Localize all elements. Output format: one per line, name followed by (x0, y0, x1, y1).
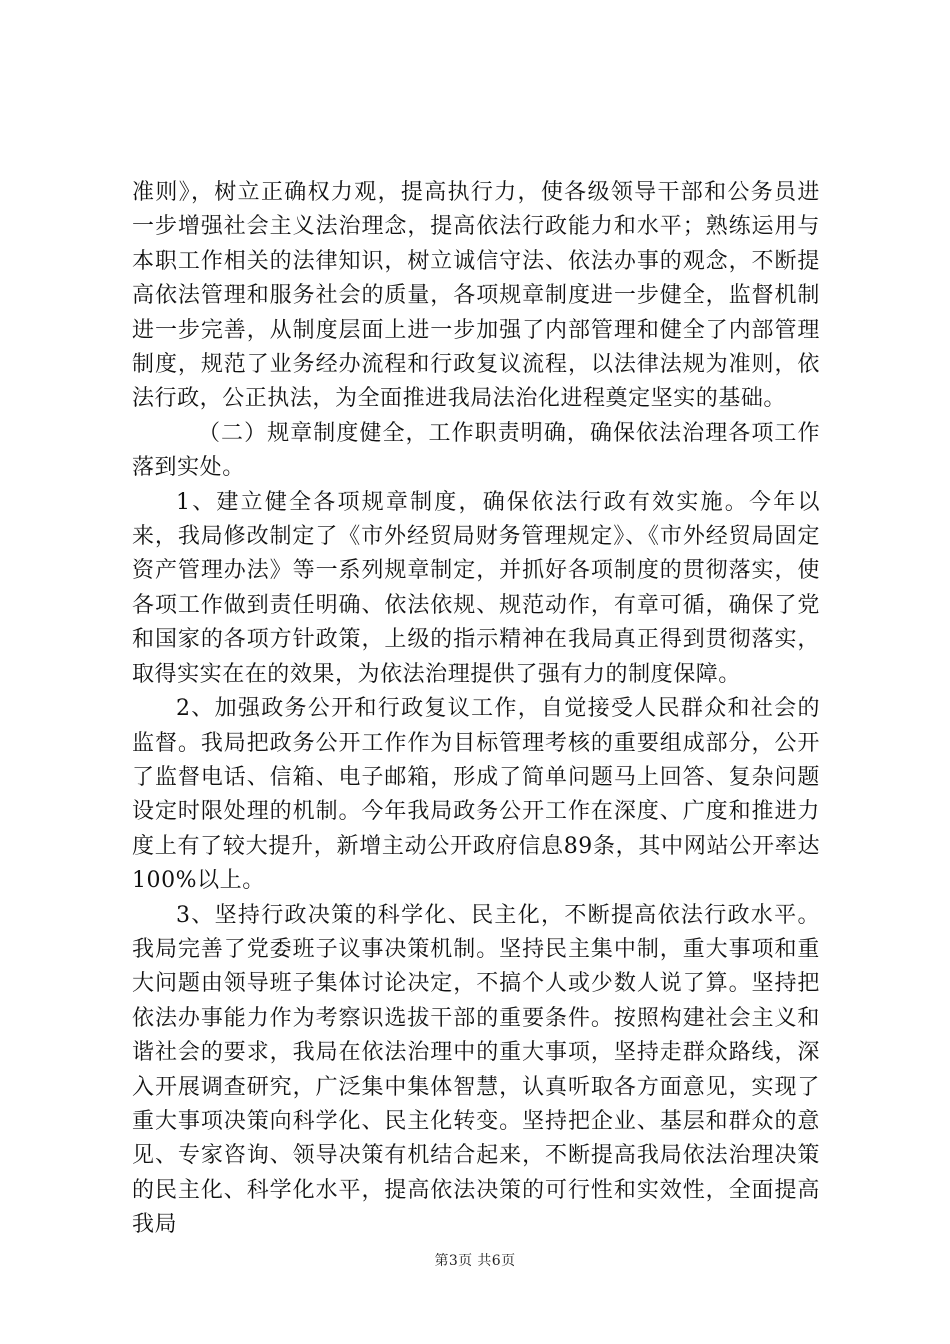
paragraph-item-3: 3、坚持行政决策的科学化、民主化，不断提高依法行政水平。我局完善了党委班子议事决策机制。坚持民主集中制，重大事项和重大问题由领导班子集体讨论决定，不搞个人或少数人说了算。坚持把依法办事能力作为考察识选拔干部的重要条件。按照构建社会主义和谐社会的要求，我局在依法治理中的重大事项，坚持走群众路线，深入开展调查研究，广泛集中集体智慧，认真听取各方面意见，实现了重大事项决策向科学化、民主化转变。坚持把企业、基层和群众的意见、专家咨询、领导决策有机结合起来，不断提高我局依法治理决策的民主化、科学化水平，提高依法决策的可行性和实效性，全面提高我局 (132, 902, 820, 1238)
paragraph-item-2: 2、加强政务公开和行政复议工作，自觉接受人民群众和社会的监督。我局把政务公开工作作为目标管理考核的重要组成部分，公开了监督电话、信箱、电子邮箱，形成了简单问题马上回答、复杂问题设定时限处理的机制。今年我局政务公开工作在深度、广度和推进力度上有了较大提升，新增主动公开政府信息89条，其中网站公开率达100%以上。 (132, 696, 820, 894)
page-number-footer: 第3页 共6页 (434, 1253, 516, 1269)
section-heading-2: （二）规章制度健全，工作职责明确，确保依法治理各项工作落到实处。 (132, 420, 820, 481)
document-body (132, 176, 820, 1243)
paragraph-item-1: 1、建立健全各项规章制度，确保依法行政有效实施。今年以来，我局修改制定了《市外经贸局财务管理规定》、《市外经贸局固定资产管理办法》等一系列规章制定，并抓好各项制度的贯彻落实，使各项工作做到责任明确、依法依规、规范动作，有章可循，确保了党和国家的各项方针政策，上级的指示精神在我局真正得到贯彻落实，取得实实在在的效果，为依法治理提供了强有力的制度保障。 (132, 489, 820, 687)
paragraph-continuation: 准则》，树立正确权力观，提高执行力，使各级领导干部和公务员进一步增强社会主义法治理念，提高依法行政能力和水平；熟练运用与本职工作相关的法律知识，树立诚信守法、依法办事的观念，不断提高依法管理和服务社会的质量，各项规章制度进一步健全，监督机制进一步完善，从制度层面上进一步加强了内部管理和健全了内部管理制度，规范了业务经办流程和行政复议流程，以法律法规为准则，依法行政，公正执法，为全面推进我局法治化进程奠定坚实的基础。 (132, 180, 820, 412)
